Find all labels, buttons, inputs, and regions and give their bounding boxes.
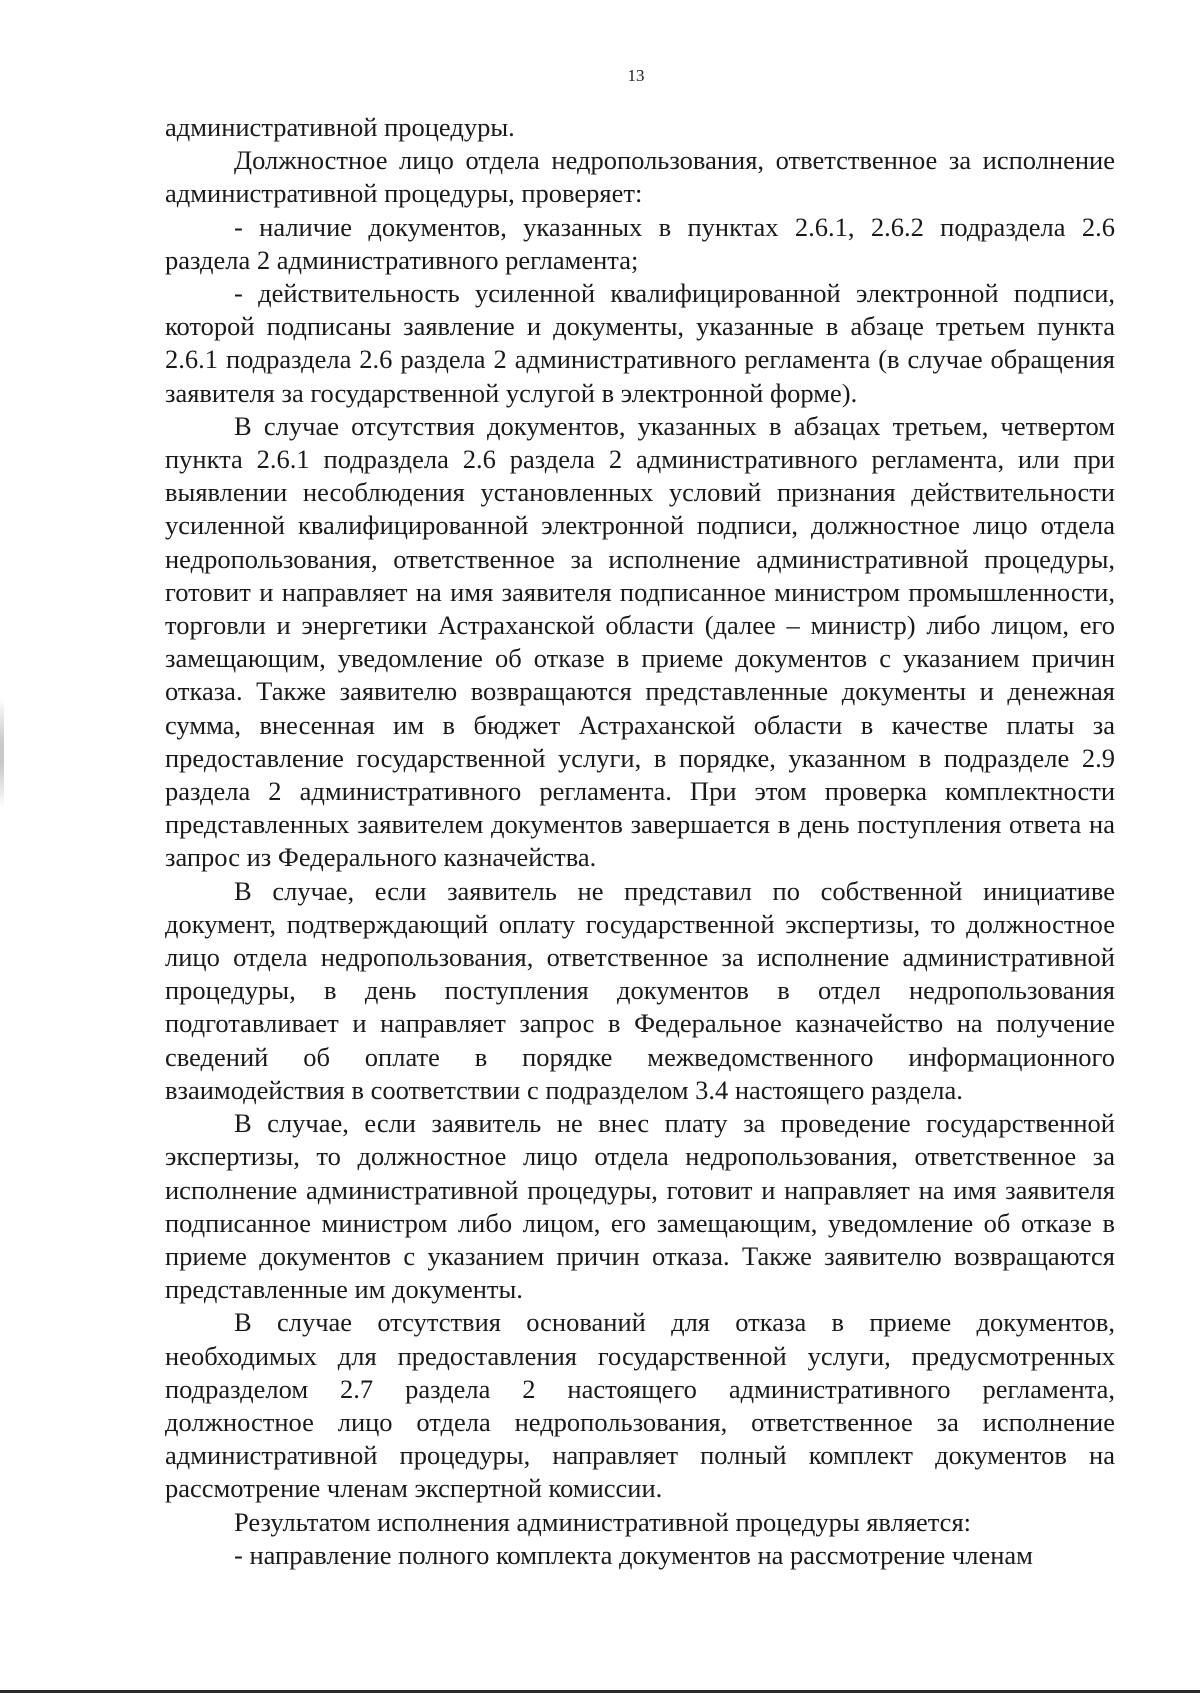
list-item-documents-presence: - наличие документов, указанных в пунктах 2.6.1, 2.6.2 подраздела 2.6 раздела 2 административного регламента; [165, 211, 1115, 275]
paragraph: В случае отсутствия документов, указанных в абзацах третьем, четвертом пункта 2.6.1 подраздела 2.6 раздела 2 административного регламента, или при выявлении несоблюдения установленных условий признания действительности усиленной квалифицированной электронной подписи, должностное лицо отдела недропользования, ответственное за исполнение административной процедуры, готовит и направляет на имя заявителя подписанное министром промышленности, торговли и энергетики Астраханской области (далее – министр) либо лицом, его замещающим, уведомление об отказе в приеме документов с указанием причин отказа. Также заявителю возвращаются представленные документы и денежная сумма, внесенная им в бюджет Астраханской области в качестве платы за предоставление государственной услуги, в порядке, указанном в подразделе 2.9 раздела 2 административного регламента. При этом проверка комплектности представленных заявителем документов завершается в день поступления ответа на запрос из Федерального казначейства. [165, 410, 1115, 873]
paragraph: административной процедуры. [165, 112, 515, 142]
paragraph: В случае отсутствия оснований для отказа в приеме документов, необходимых для предоставления государственной услуги, предусмотренных подразделом 2.7 раздела 2 настоящего административного регламента, должностное лицо отдела недропользования, ответственное за исполнение административной процедуры, направляет полный комплект документов на рассмотрение членам экспертной комиссии. [165, 1307, 1115, 1504]
paragraph: В случае, если заявитель не представил по собственной инициативе документ, подтверждающий оплату государственной экспертизы, то должностное лицо отдела недропользования, ответственное за исполнение административной процедуры, в день поступления документов в отдел недропользования подготавливает и направляет запрос в Федеральное казначейство на получение сведений об оплате в порядке межведомственного информационного взаимодействия в соответствии с подразделом 3.4 настоящего раздела. [165, 875, 1115, 1105]
list-item-result: - направление полного комплекта документов на рассмотрение членам [234, 1539, 1033, 1570]
paragraph: В случае, если заявитель не внес плату за проведение государственной экспертизы, то должностное лицо отдела недропользования, ответственное за исполнение административной процедуры, готовит и направляет на имя заявителя подписанное министром либо лицом, его замещающим, уведомление об отказе в приеме документов с указанием причин отказа. Также заявителю возвращаются представленные им документы. [165, 1108, 1115, 1305]
scan-edge-mark [0, 698, 4, 808]
document-body [165, 111, 1115, 1572]
paragraph: Должностное лицо отдела недропользования, ответственное за исполнение административной процедуры, проверяет: [165, 145, 1115, 209]
list-item-signature-validity: - действительность усиленной квалифицированной электронной подписи, которой подписаны заявление и документы, указанные в абзаце третьем пункта 2.6.1 подраздела 2.6 раздела 2 административного регламента (в случае обращения заявителя за государственной услугой в электронной форме). [165, 278, 1115, 408]
scan-bottom-edge [0, 1690, 1200, 1693]
page-number: 13 [627, 66, 645, 85]
paragraph: Результатом исполнения административной процедуры является: [234, 1506, 971, 1537]
